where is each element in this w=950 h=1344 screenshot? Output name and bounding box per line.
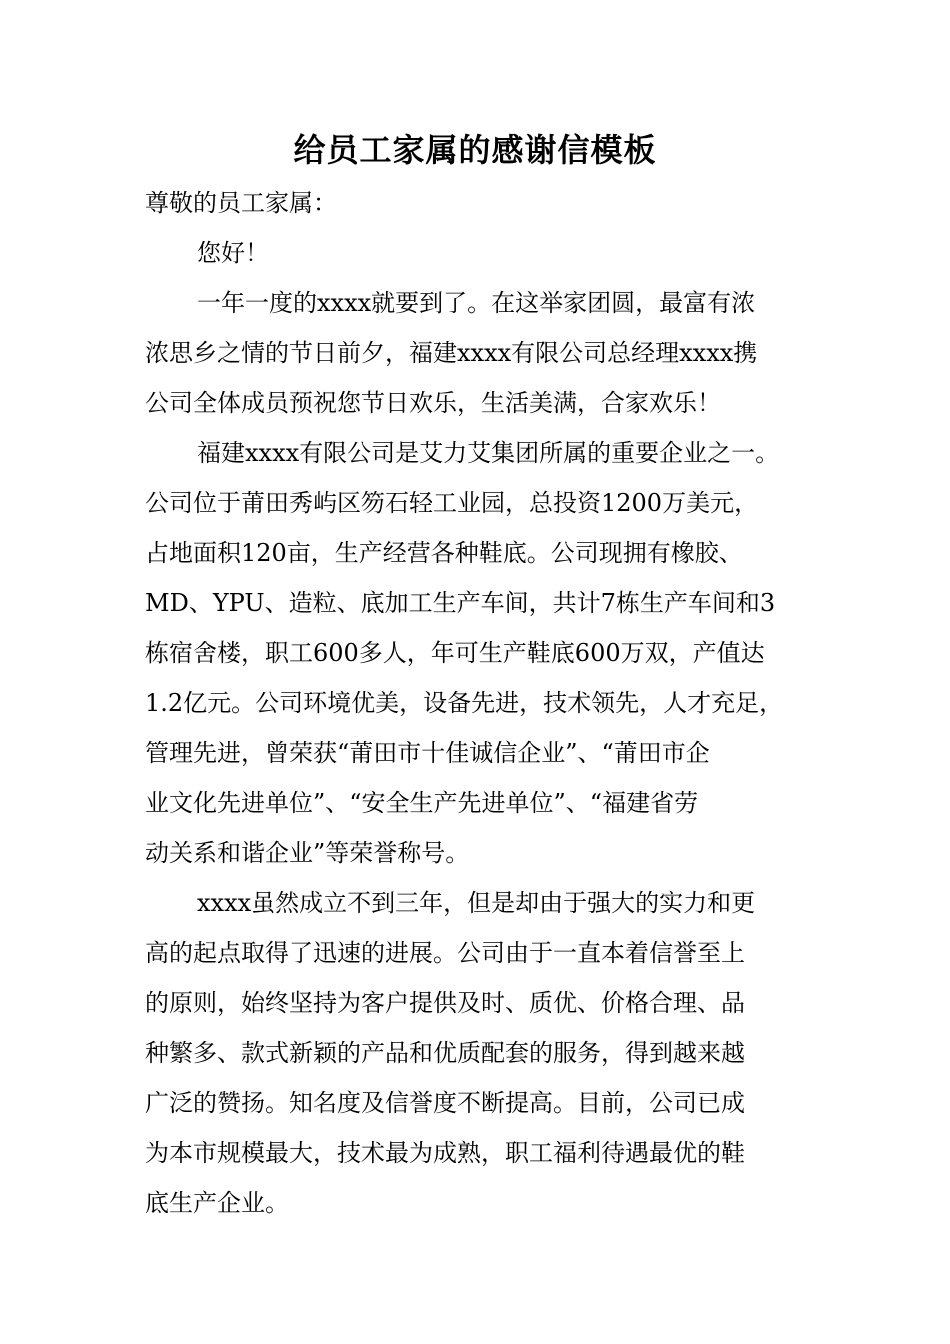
paragraph-3-line: 种繁多、款式新颖的产品和优质配套的服务，得到越来越 bbox=[145, 1039, 745, 1067]
paragraph-3-line: 底生产企业。 bbox=[145, 1189, 289, 1217]
paragraph-2-line: 公司位于莆田秀屿区笏石轻工业园，总投资1200万美元， bbox=[145, 489, 759, 517]
paragraph-3-line: xxxx虽然成立不到三年，但是却由于强大的实力和更 bbox=[197, 889, 756, 917]
paragraph-2-line: MD、YPU、造粒、底加工生产车间，共计7栋生产车间和3 bbox=[145, 589, 776, 617]
salutation: 尊敬的员工家属： bbox=[145, 189, 337, 217]
paragraph-1-line: 一年一度的xxxx就要到了。在这举家团圆，最富有浓 bbox=[197, 289, 756, 317]
greeting: 您好！ bbox=[197, 239, 269, 267]
paragraph-2-line: 栋宿舍楼，职工600多人，年可生产鞋底600万双，产值达 bbox=[145, 639, 765, 667]
paragraph-1-line: 浓思乡之情的节日前夕，福建xxxx有限公司总经理xxxx携 bbox=[145, 339, 758, 367]
letter-body bbox=[145, 178, 830, 1228]
paragraph-1-line: 公司全体成员预祝您节日欢乐，生活美满，合家欢乐！ bbox=[145, 389, 721, 417]
paragraph-3-line: 高的起点取得了迅速的进展。公司由于一直本着信誉至上 bbox=[145, 939, 745, 967]
paragraph-2-line: 占地面积120亩，生产经营各种鞋底。公司现拥有橡胶、 bbox=[145, 539, 743, 567]
paragraph-2-line: 业文化先进单位”、“安全生产先进单位”、“福建省劳 bbox=[145, 789, 699, 817]
paragraph-3-line: 为本市规模最大，技术最为成熟，职工福利待遇最优的鞋 bbox=[145, 1139, 745, 1167]
document-title: 给员工家属的感谢信模板 bbox=[293, 131, 657, 169]
paragraph-2-line: 动关系和谐企业”等荣誉称号。 bbox=[145, 839, 470, 867]
paragraph-3-line: 广泛的赞扬。知名度及信誉度不断提高。目前，公司已成 bbox=[145, 1089, 745, 1117]
paragraph-3-line: 的原则，始终坚持为客户提供及时、质优、价格合理、品 bbox=[145, 989, 745, 1017]
paragraph-2-line: 福建xxxx有限公司是艾力艾集团所属的重要企业之一。 bbox=[197, 439, 780, 467]
paragraph-2-line: 管理先进，曾荣获“莆田市十佳诚信企业”、“莆田市企 bbox=[145, 739, 710, 767]
paragraph-2-line: 1.2亿元。公司环境优美，设备先进，技术领先，人才充足， bbox=[145, 689, 784, 717]
